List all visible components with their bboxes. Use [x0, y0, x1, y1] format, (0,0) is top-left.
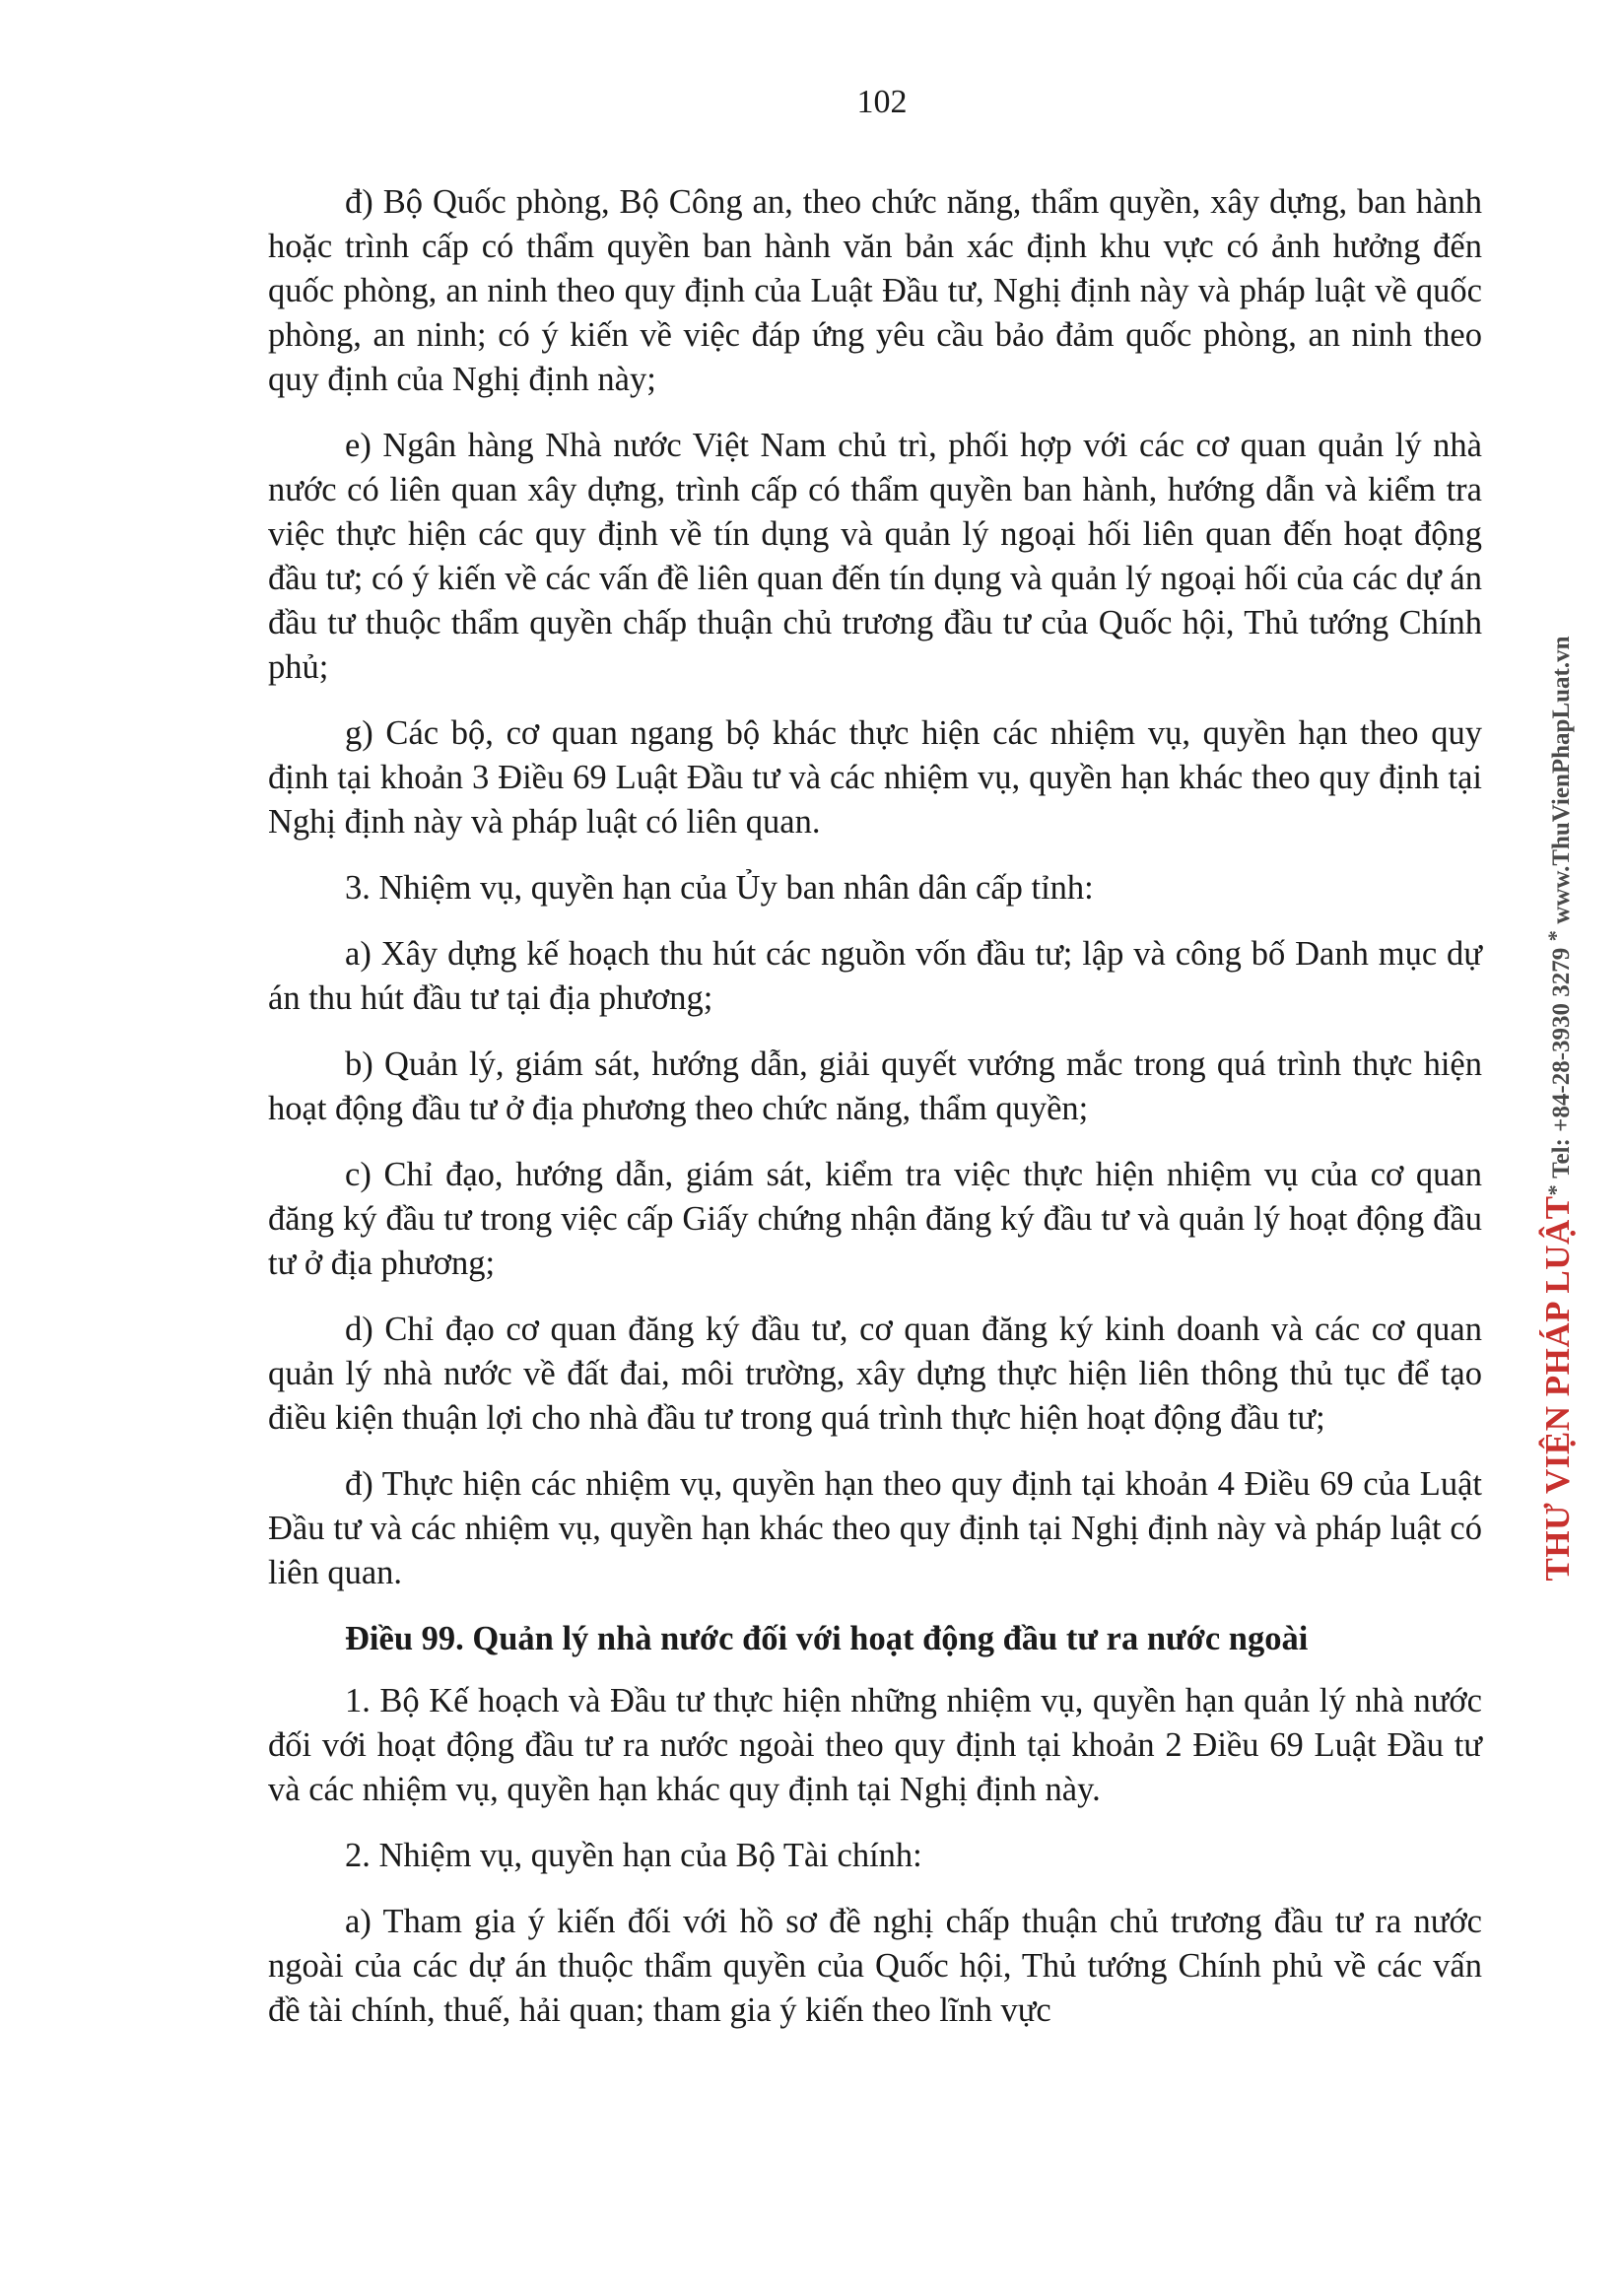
watermark-star-1: *: [1543, 1184, 1568, 1196]
watermark-star-2: *: [1543, 930, 1568, 942]
paragraph-b-supervision: b) Quản lý, giám sát, hướng dẫn, giải quyết vướng mắc trong quá trình thực hiện hoạt động đầu tư ở địa phương theo chức năng, thẩm quyền;: [268, 1045, 1482, 1127]
paragraph-g-other-ministries: g) Các bộ, cơ quan ngang bộ khác thực hiện các nhiệm vụ, quyền hạn theo quy định tại khoản 3 Điều 69 Luật Đầu tư và các nhiệm vụ, quyền hạn khác theo quy định tại Nghị định này và pháp luật có liên quan.: [268, 714, 1482, 841]
paragraph-1-ministry-planning: 1. Bộ Kế hoạch và Đầu tư thực hiện những nhiệm vụ, quyền hạn quản lý nhà nước đối với hoạt động đầu tư ra nước ngoài theo quy định tại khoản 2 Điều 69 Luật Đầu tư và các nhiệm vụ, quyền hạn khác quy định tại Nghị định này.: [268, 1682, 1482, 1808]
paragraph-section-3-provincial: 3. Nhiệm vụ, quyền hạn của Ủy ban nhân dân cấp tỉnh:: [345, 869, 1094, 907]
paragraph-d-registration: d) Chỉ đạo cơ quan đăng ký đầu tư, cơ quan đăng ký kinh doanh và các cơ quan quản lý nhà nước về đất đai, môi trường, xây dựng thực hiện liên thông thủ tục để tạo điều kiện thuận lợi cho nhà đầu tư trong quá trình thực hiện hoạt động đầu tư;: [268, 1311, 1482, 1437]
paragraph-c-direction: c) Chỉ đạo, hướng dẫn, giám sát, kiểm tra việc thực hiện nhiệm vụ của cơ quan đăng ký đầu tư trong việc cấp Giấy chứng nhận đăng ký đầu tư và quản lý hoạt động đầu tư ở địa phương;: [268, 1156, 1482, 1282]
document-body: [268, 180, 1482, 2055]
paragraph-d-ministry-defense: đ) Bộ Quốc phòng, Bộ Công an, theo chức năng, thẩm quyền, xây dựng, ban hành hoặc trình cấp có thẩm quyền ban hành văn bản xác định khu vực có ảnh hưởng đến quốc phòng, an ninh theo quy định của Luật Đầu tư, Nghị định này và pháp luật về quốc phòng, an ninh; có ý kiến về việc đáp ứng yêu cầu bảo đảm quốc phòng, an ninh theo quy định của Nghị định này;: [268, 183, 1482, 398]
watermark-tel: Tel: +84-28-3930 3279: [1548, 947, 1575, 1179]
paragraph-2-ministry-finance: 2. Nhiệm vụ, quyền hạn của Bộ Tài chính:: [345, 1837, 922, 1874]
page-number: 102: [856, 84, 908, 120]
paragraph-e-state-bank: e) Ngân hàng Nhà nước Việt Nam chủ trì, phối hợp với các cơ quan quản lý nhà nước có liên quan xây dựng, trình cấp có thẩm quyền ban hành, hướng dẫn và kiểm tra việc thực hiện các quy định về tín dụng và quản lý ngoại hối liên quan đến hoạt động đầu tư; có ý kiến về các vấn đề liên quan đến tín dụng và quản lý ngoại hối của các dự án đầu tư thuộc thẩm quyền chấp thuận chủ trương đầu tư của Quốc hội, Thủ tướng Chính phủ;: [268, 427, 1482, 686]
watermark-website: www.ThuVienPhapLuat.vn: [1548, 636, 1575, 924]
paragraph-dd-other-duties: đ) Thực hiện các nhiệm vụ, quyền hạn theo quy định tại khoản 4 Điều 69 của Luật Đầu tư và các nhiệm vụ, quyền hạn khác theo quy định tại Nghị định này và pháp luật có liên quan.: [268, 1465, 1482, 1591]
paragraph-a-finance-opinion: a) Tham gia ý kiến đối với hồ sơ đề nghị chấp thuận chủ trương đầu tư ra nước ngoài của các dự án thuộc thẩm quyền của Quốc hội, Thủ tướng Chính phủ về các vấn đề tài chính, thuế, hải quan; tham gia ý kiến theo lĩnh vực: [268, 1903, 1482, 2029]
watermark-brand: THƯ VIỆN PHÁP LUẬT: [1538, 1195, 1577, 1582]
paragraph-a-investment-plan: a) Xây dựng kế hoạch thu hút các nguồn vốn đầu tư; lập và công bố Danh mục dự án thu hút đầu tư tại địa phương;: [268, 935, 1482, 1017]
article-99-heading: Điều 99. Quản lý nhà nước đối với hoạt động đầu tư ra nước ngoài: [345, 1620, 1309, 1657]
